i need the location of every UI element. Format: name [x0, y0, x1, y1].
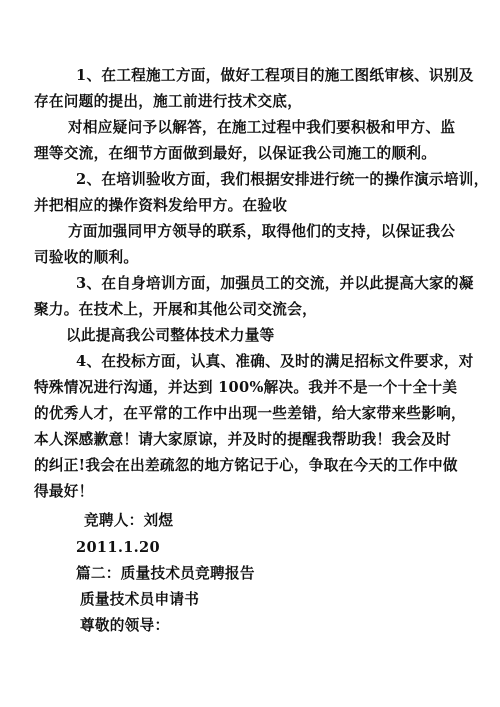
- text-line: 以此提高我公司整体技术力量等: [66, 327, 275, 344]
- text-line: 的优秀人才，在平常的工作中出现一些差错，给大家带来些影响，: [34, 405, 466, 422]
- text-line: 3、在自身培训方面，加强员工的交流，并以此提高大家的凝: [76, 275, 474, 292]
- text-line: 得最好！: [34, 483, 94, 500]
- text-line: 4、在投标方面，认真、准确、及时的满足招标文件要求，对: [76, 353, 474, 370]
- text-line: 并把相应的操作资料发给甲方。在验收: [34, 197, 288, 214]
- text-line: 聚力。在技术上，开展和其他公司交流会，: [34, 301, 317, 318]
- text-line: 对相应疑问予以解答，在施工过程中我们要积极和甲方、监: [68, 119, 456, 136]
- text-line: 特殊情况进行沟通，并达到 100%解决。我并不是一个十全十美: [34, 379, 458, 396]
- text-line: 存在问题的提出，施工前进行技术交底，: [34, 93, 303, 110]
- salutation: 尊敬的领导：: [80, 617, 170, 634]
- text-line: 2、在培训验收方面，我们根据安排进行统一的操作演示培训，: [76, 171, 489, 188]
- text-line: 本人深感歉意！请大家原谅，并及时的提醒我帮助我！我会及时: [34, 431, 452, 448]
- signature-date: 2011.1.20: [76, 539, 160, 556]
- section-heading: 篇二：质量技术员竞聘报告: [76, 565, 255, 582]
- text-line: 理等交流，在细节方面做到最好，以保证我公司施工的顺利。: [34, 145, 437, 162]
- text-line: 司验收的顺利。: [34, 249, 139, 266]
- text-line: 1、在工程施工方面，做好工程项目的施工图纸审核、识别及: [76, 67, 474, 84]
- text-line: 的纠正!我会在出差疏忽的地方铭记于心，争取在今天的工作中做: [34, 457, 458, 474]
- document-title: 质量技术员申请书: [80, 591, 200, 608]
- signature-name: 竞聘人：刘煜: [84, 512, 174, 529]
- text-line: 方面加强同甲方领导的联系，取得他们的支持，以保证我公: [68, 223, 456, 240]
